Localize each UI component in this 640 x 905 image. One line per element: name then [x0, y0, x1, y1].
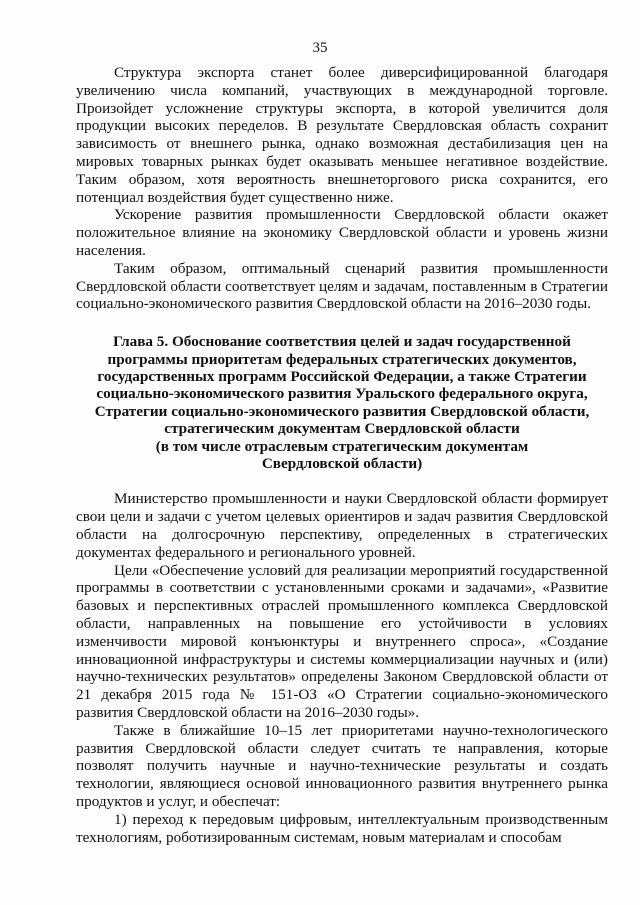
chapter-heading-line: Стратегии социально-экономического развития Свердловской области, [94, 402, 590, 420]
paragraph-goals-law: Цели «Обеспечение условий для реализации мероприятий государственной программы в соответствии с установленными сроками и задачами», «Развитие базовых и перспективных отраслей промышленного комплекса Свердловской области, направленных на повышение его устойчивости в условиях изменчивости мировой конъюнктуры и внутреннего спроса», «Создание инновационной инфраструктуры и системы коммерциализации научных и (или) научно-технических результатов» определены Законом Свердловской области от 21 декабря 2015 года № 151-ОЗ «О Стратегии социально-экономического развития Свердловской области на 2016–2030 годы». [76, 561, 608, 721]
chapter-heading [76, 333, 608, 472]
paragraph-optimal-scenario: Таким образом, оптимальный сценарий развития промышленности Свердловской области соответствует целям и задачам, поставленным в Стратегии социально-экономического развития Свердловской области на 2016–2030 годы. [76, 259, 608, 313]
paragraph-priorities: Также в ближайшие 10–15 лет приоритетами научно-технологического развития Свердловской области следует считать те направления, которые позволят получить научные и научно-технические результаты и создать технологии, являющиеся основой инновационного развития внутреннего рынка продуктов и услуг, и обеспечат: [76, 721, 608, 810]
paragraph-ministry-goals: Министерство промышленности и науки Свердловской области формирует свои цели и задачи с учетом целевых ориентиров и задач развития Свердловской области на долгосрочную перспективу, определенных в стратегических документах федерального и регионального уровней. [76, 490, 608, 561]
chapter-heading-line: стратегическим документам Свердловской области [164, 420, 520, 438]
paragraph-export-structure: Структура экспорта станет более диверсифицированной благодаря увеличению числа компаний, участвующих в международной торговле. Произойдет усложнение структуры экспорта, в которой увеличится доля продукции высоких переделов. В результате Свердловская область сохранит зависимость от внешнего рынка, однако возможная дестабилизация цен на мировых товарных рынках будет оказывать меньшее негативное воздействие. Таким образом, хотя вероятность внешнеторгового риска сохранится, его потенциал воздействия будет существенно ниже. [76, 64, 608, 206]
document-body [76, 64, 608, 846]
paragraph-list-item-1: 1) переход к передовым цифровым, интеллектуальным производственным технологиям, роботизированным системам, новым материалам и способам [76, 810, 608, 846]
chapter-heading-line: программы приоритетам федеральных стратегических документов, [107, 350, 577, 368]
chapter-heading-line: Свердловской области) [261, 455, 423, 472]
chapter-heading-line: государственных программ Российской Федерации, а также Стратегии [97, 367, 587, 385]
chapter-heading-line: социально-экономического развития Уральского федерального округа, [96, 385, 588, 403]
chapter-heading-line: Глава 5. Обоснование соответствия целей и задач государственной [113, 333, 571, 351]
chapter-heading-line: (в том числе отраслевым стратегическим документам [155, 437, 529, 455]
paragraph-industry-acceleration: Ускорение развития промышленности Свердловской области окажет положительное влияние на экономику Свердловской области и уровень жизни населения. [76, 206, 608, 259]
page-number: 35 [312, 40, 328, 56]
